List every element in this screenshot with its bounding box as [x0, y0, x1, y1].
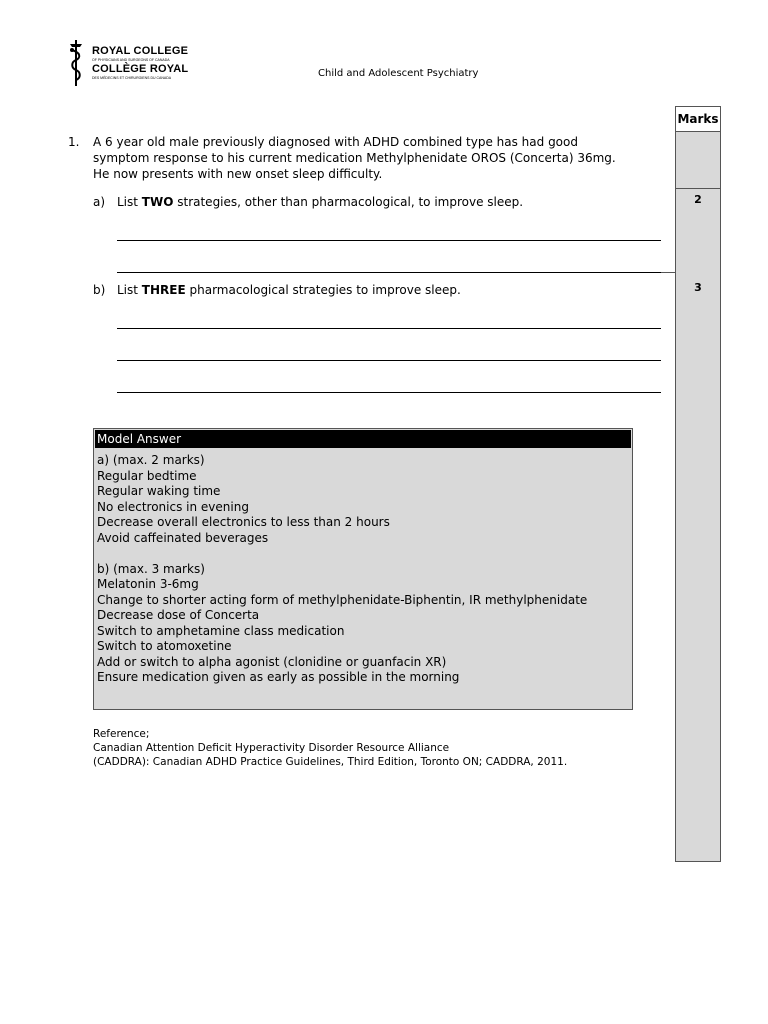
answer-b-item: Switch to atomoxetine — [97, 639, 232, 653]
question-stem — [93, 134, 653, 182]
reference-block — [93, 727, 567, 769]
reference-label: Reference; — [93, 728, 150, 740]
exam-subject: Child and Adolescent Psychiatry — [318, 68, 479, 79]
answer-line-a2[interactable] — [117, 272, 661, 273]
marks-divider — [675, 188, 721, 189]
answer-line-b3[interactable] — [117, 392, 661, 393]
part-b-emphasis: THREE — [141, 283, 186, 297]
reference-line: Canadian Attention Deficit Hyperactivity Disorder Resource Alliance — [93, 742, 450, 754]
answer-b-item: Ensure medication given as early as possible in the morning — [97, 670, 460, 684]
rod-of-asclepius-icon — [66, 38, 86, 88]
answer-b-item: Add or switch to alpha agonist (clonidine or guanfacin XR) — [97, 654, 447, 669]
stem-line: He now presents with new onset sleep difficulty. — [93, 167, 383, 181]
answer-b-item: Change to shorter acting form of methylphenidate-Biphentin, IR methylphenidate — [97, 592, 588, 607]
answer-spacer — [97, 546, 627, 562]
answer-line-b1[interactable] — [117, 328, 661, 329]
answer-line-b2[interactable] — [117, 360, 661, 361]
logo-subtext-french: DES MÉDECINS ET CHIRURGIENS DU CANADA — [92, 76, 172, 80]
part-b-text-post: pharmacological strategies to improve sleep. — [185, 283, 461, 297]
logo-line-french: COLLÈGE ROYAL — [92, 63, 189, 75]
answer-b-item: Switch to amphetamine class medication — [97, 623, 345, 638]
part-b-letter: b) — [93, 283, 106, 297]
answer-b-item: Decrease dose of Concerta — [97, 608, 260, 622]
part-a-emphasis: TWO — [141, 195, 174, 209]
model-answer-content — [97, 453, 627, 686]
part-a-letter: a) — [93, 195, 106, 209]
royal-college-logo — [66, 38, 196, 90]
question-part-a — [93, 195, 523, 209]
model-answer-title: Model Answer — [95, 430, 631, 448]
part-a-text-post: strategies, other than pharmacological, to improve sleep. — [173, 195, 524, 209]
part-a-text-pre: List — [117, 195, 142, 209]
answer-a-item: Decrease overall electronics to less than 2 hours — [97, 515, 390, 529]
stem-line: symptom response to his current medication Methylphenidate OROS (Concerta) 36mg. — [93, 151, 616, 165]
answer-a-item: Regular bedtime — [97, 468, 197, 483]
marks-header: Marks — [675, 106, 721, 132]
stem-line: A 6 year old male previously diagnosed with ADHD combined type has had good — [93, 135, 578, 149]
question-part-b — [93, 283, 461, 297]
answer-a-item: Avoid caffeinated beverages — [97, 530, 269, 545]
answer-line-a1[interactable] — [117, 240, 661, 241]
answer-b-heading: b) (max. 3 marks) — [97, 561, 205, 576]
section-divider — [661, 272, 675, 273]
mark-part-b: 3 — [694, 281, 702, 294]
answer-b-item: Melatonin 3-6mg — [97, 577, 199, 591]
reference-line: (CADDRA): Canadian ADHD Practice Guidelines, Third Edition, Toronto ON; CADDRA, 2011. — [93, 756, 568, 768]
part-b-text-pre: List — [117, 283, 142, 297]
answer-a-heading: a) (max. 2 marks) — [97, 453, 205, 467]
question-number: 1. — [68, 135, 80, 149]
answer-a-item: No electronics in evening — [97, 499, 249, 514]
logo-line-english: ROYAL COLLEGE — [92, 45, 189, 57]
marks-column — [675, 106, 721, 862]
mark-part-a: 2 — [694, 193, 702, 206]
answer-a-item: Regular waking time — [97, 484, 221, 498]
logo-subtext-english: OF PHYSICIANS AND SURGEONS OF CANADA — [92, 58, 170, 62]
